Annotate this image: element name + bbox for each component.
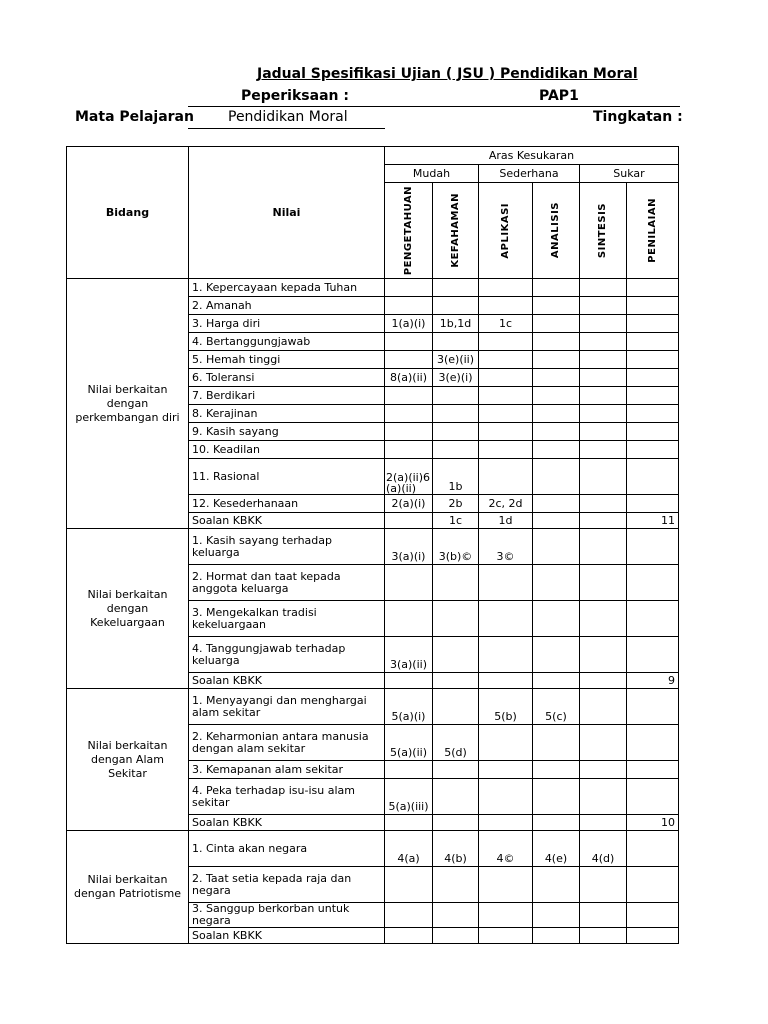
level-cell bbox=[580, 779, 627, 815]
level-cell bbox=[533, 369, 580, 387]
level-cell bbox=[479, 297, 533, 315]
nilai-cell: 3. Harga diri bbox=[189, 315, 385, 333]
table-row bbox=[67, 689, 679, 725]
nilai-cell: 5. Hemah tinggi bbox=[189, 351, 385, 369]
level-cell: 5(c) bbox=[533, 689, 580, 725]
kbkk-cell: 11 bbox=[627, 513, 679, 529]
level-cell: 4(a) bbox=[385, 831, 433, 867]
header-penilaian: PENILAIAN bbox=[646, 198, 658, 263]
level-cell bbox=[627, 423, 679, 441]
nilai-cell: 11. Rasional bbox=[189, 459, 385, 495]
header-rule-top bbox=[188, 106, 680, 107]
level-cell bbox=[385, 601, 433, 637]
kbkk-cell: 9 bbox=[627, 673, 679, 689]
level-cell: 5(b) bbox=[479, 689, 533, 725]
level-cell: 5(d) bbox=[433, 725, 479, 761]
level-cell bbox=[533, 441, 580, 459]
kbkk-cell bbox=[433, 928, 479, 944]
level-cell bbox=[533, 387, 580, 405]
level-cell bbox=[627, 441, 679, 459]
kbkk-cell bbox=[533, 815, 580, 831]
level-cell bbox=[385, 297, 433, 315]
level-cell bbox=[580, 903, 627, 928]
level-cell bbox=[627, 387, 679, 405]
level-cell bbox=[433, 903, 479, 928]
table-row bbox=[67, 529, 679, 565]
level-cell bbox=[433, 565, 479, 601]
level-cell bbox=[433, 423, 479, 441]
level-cell bbox=[479, 351, 533, 369]
kbkk-cell bbox=[385, 513, 433, 529]
mata-pelajaran-value: Pendidikan Moral bbox=[228, 109, 348, 125]
nilai-cell: 2. Hormat dan taat kepada anggota keluarga bbox=[189, 565, 385, 601]
level-cell bbox=[580, 565, 627, 601]
level-cell bbox=[580, 495, 627, 513]
level-cell bbox=[533, 529, 580, 565]
level-cell bbox=[479, 279, 533, 297]
mata-pelajaran-label: Mata Pelajaran bbox=[75, 109, 194, 125]
nilai-cell: 10. Keadilan bbox=[189, 441, 385, 459]
level-cell bbox=[580, 459, 627, 495]
level-cell bbox=[580, 297, 627, 315]
level-cell bbox=[433, 441, 479, 459]
header-level-cell bbox=[533, 183, 580, 279]
level-cell bbox=[580, 279, 627, 297]
level-cell bbox=[433, 279, 479, 297]
nilai-cell: 3. Mengekalkan tradisi kekeluargaan bbox=[189, 601, 385, 637]
nilai-cell: 1. Cinta akan negara bbox=[189, 831, 385, 867]
level-cell: 4© bbox=[479, 831, 533, 867]
level-cell bbox=[433, 689, 479, 725]
level-cell bbox=[433, 333, 479, 351]
level-cell bbox=[627, 601, 679, 637]
level-cell: 5(a)(iii) bbox=[385, 779, 433, 815]
header-aplikasi: APLIKASI bbox=[499, 202, 511, 259]
kbkk-cell bbox=[479, 673, 533, 689]
level-cell: 5(a)(ii) bbox=[385, 725, 433, 761]
level-cell bbox=[580, 441, 627, 459]
level-cell: 3© bbox=[479, 529, 533, 565]
nilai-cell: 1. Menyayangi dan menghargai alam sekitar bbox=[189, 689, 385, 725]
level-cell bbox=[533, 565, 580, 601]
level-cell bbox=[627, 529, 679, 565]
level-cell bbox=[580, 423, 627, 441]
level-cell: 1b bbox=[433, 459, 479, 495]
level-cell bbox=[433, 601, 479, 637]
level-cell bbox=[533, 761, 580, 779]
level-cell bbox=[627, 779, 679, 815]
level-cell bbox=[385, 761, 433, 779]
header-level-cell bbox=[433, 183, 479, 279]
level-cell bbox=[533, 495, 580, 513]
level-cell: 2b bbox=[433, 495, 479, 513]
nilai-cell: 2. Keharmonian antara manusia dengan alam sekitar bbox=[189, 725, 385, 761]
level-cell bbox=[433, 297, 479, 315]
level-cell: 1b,1d bbox=[433, 315, 479, 333]
level-cell: 4(e) bbox=[533, 831, 580, 867]
level-cell bbox=[627, 405, 679, 423]
header-kefahaman: KEFAHAMAN bbox=[449, 193, 461, 268]
nilai-cell: 9. Kasih sayang bbox=[189, 423, 385, 441]
kbkk-cell bbox=[580, 928, 627, 944]
level-cell: 3(e)(ii) bbox=[433, 351, 479, 369]
kbkk-cell bbox=[533, 673, 580, 689]
level-cell bbox=[627, 315, 679, 333]
header-bidang: Bidang bbox=[67, 147, 189, 279]
table-row bbox=[67, 831, 679, 867]
level-cell: 4(b) bbox=[433, 831, 479, 867]
kbkk-cell bbox=[385, 928, 433, 944]
header-aras: Aras Kesukaran bbox=[385, 147, 679, 165]
level-cell: 3(a)(ii) bbox=[385, 637, 433, 673]
level-cell bbox=[433, 867, 479, 903]
nilai-cell: 4. Tanggungjawab terhadap keluarga bbox=[189, 637, 385, 673]
paper-code: PAP1 bbox=[539, 88, 579, 104]
level-cell: 4(d) bbox=[580, 831, 627, 867]
level-cell bbox=[627, 637, 679, 673]
level-cell bbox=[627, 333, 679, 351]
level-cell bbox=[580, 637, 627, 673]
level-cell bbox=[385, 333, 433, 351]
bidang-cell: Nilai berkaitan dengan perkembangan diri bbox=[67, 279, 189, 529]
level-cell bbox=[433, 779, 479, 815]
level-cell bbox=[385, 441, 433, 459]
level-cell bbox=[479, 761, 533, 779]
header-mudah: Mudah bbox=[385, 165, 479, 183]
level-cell: 2c, 2d bbox=[479, 495, 533, 513]
level-cell bbox=[479, 725, 533, 761]
level-cell bbox=[627, 369, 679, 387]
level-cell bbox=[627, 903, 679, 928]
level-cell bbox=[479, 333, 533, 351]
level-cell bbox=[533, 351, 580, 369]
level-cell bbox=[479, 779, 533, 815]
level-cell bbox=[479, 387, 533, 405]
level-cell bbox=[580, 351, 627, 369]
peperiksaan-label: Peperiksaan : bbox=[241, 88, 349, 104]
kbkk-cell bbox=[385, 673, 433, 689]
level-cell bbox=[580, 867, 627, 903]
kbkk-cell: 10 bbox=[627, 815, 679, 831]
nilai-cell: 6. Toleransi bbox=[189, 369, 385, 387]
level-cell bbox=[580, 761, 627, 779]
jsu-table-body bbox=[67, 147, 679, 944]
bidang-cell: Nilai berkaitan dengan Kekeluargaan bbox=[67, 529, 189, 689]
level-cell bbox=[627, 867, 679, 903]
level-cell bbox=[627, 279, 679, 297]
level-cell bbox=[580, 333, 627, 351]
level-cell: 8(a)(ii) bbox=[385, 369, 433, 387]
level-cell: 1c bbox=[479, 315, 533, 333]
level-cell: 2(a)(ii)6(a)(ii) bbox=[385, 459, 433, 495]
level-cell bbox=[533, 423, 580, 441]
level-cell bbox=[533, 333, 580, 351]
level-cell bbox=[580, 725, 627, 761]
header-level-cell bbox=[627, 183, 679, 279]
nilai-cell: 2. Amanah bbox=[189, 297, 385, 315]
nilai-cell: 8. Kerajinan bbox=[189, 405, 385, 423]
header-level-cell bbox=[385, 183, 433, 279]
level-cell bbox=[533, 297, 580, 315]
level-cell bbox=[627, 761, 679, 779]
nilai-cell: 3. Kemapanan alam sekitar bbox=[189, 761, 385, 779]
nilai-cell: 4. Bertanggungjawab bbox=[189, 333, 385, 351]
level-cell bbox=[533, 315, 580, 333]
level-cell bbox=[627, 495, 679, 513]
level-cell bbox=[533, 903, 580, 928]
level-cell bbox=[533, 279, 580, 297]
level-cell bbox=[580, 529, 627, 565]
kbkk-cell: 1d bbox=[479, 513, 533, 529]
level-cell: 3(e)(i) bbox=[433, 369, 479, 387]
kbkk-cell bbox=[580, 815, 627, 831]
kbkk-cell bbox=[533, 928, 580, 944]
kbkk-cell bbox=[433, 673, 479, 689]
nilai-cell: 2. Taat setia kepada raja dan negara bbox=[189, 867, 385, 903]
level-cell bbox=[385, 867, 433, 903]
mata-underline bbox=[188, 128, 385, 129]
kbkk-label: Soalan KBKK bbox=[189, 815, 385, 831]
level-cell bbox=[385, 279, 433, 297]
nilai-cell: 3. Sanggup berkorban untuk negara bbox=[189, 903, 385, 928]
header-analisis: ANALISIS bbox=[550, 202, 561, 259]
level-cell bbox=[479, 441, 533, 459]
level-cell bbox=[580, 405, 627, 423]
header-pengetahuan: PENGETAHUAN bbox=[402, 185, 414, 276]
jsu-table bbox=[66, 146, 679, 944]
level-cell bbox=[627, 297, 679, 315]
nilai-cell: 1. Kasih sayang terhadap keluarga bbox=[189, 529, 385, 565]
level-cell bbox=[533, 867, 580, 903]
level-cell bbox=[533, 779, 580, 815]
level-cell bbox=[533, 459, 580, 495]
level-cell bbox=[433, 637, 479, 673]
kbkk-label: Soalan KBKK bbox=[189, 928, 385, 944]
kbkk-label: Soalan KBKK bbox=[189, 673, 385, 689]
kbkk-cell bbox=[627, 928, 679, 944]
level-cell bbox=[627, 689, 679, 725]
level-cell bbox=[627, 459, 679, 495]
level-cell: 2(a)(i) bbox=[385, 495, 433, 513]
level-cell bbox=[385, 405, 433, 423]
level-cell bbox=[627, 831, 679, 867]
nilai-cell: 4. Peka terhadap isu-isu alam sekitar bbox=[189, 779, 385, 815]
header-nilai: Nilai bbox=[189, 147, 385, 279]
level-cell bbox=[479, 459, 533, 495]
level-cell bbox=[479, 601, 533, 637]
nilai-cell: 12. Kesederhanaan bbox=[189, 495, 385, 513]
kbkk-label: Soalan KBKK bbox=[189, 513, 385, 529]
header-sederhana: Sederhana bbox=[479, 165, 580, 183]
level-cell bbox=[533, 725, 580, 761]
level-cell bbox=[479, 903, 533, 928]
kbkk-cell bbox=[479, 928, 533, 944]
header-sukar: Sukar bbox=[580, 165, 679, 183]
header-level-cell bbox=[479, 183, 533, 279]
kbkk-cell bbox=[580, 513, 627, 529]
level-cell: 1(a)(i) bbox=[385, 315, 433, 333]
kbkk-cell bbox=[533, 513, 580, 529]
kbkk-cell bbox=[580, 673, 627, 689]
kbkk-cell bbox=[479, 815, 533, 831]
header-sintesis: SINTESIS bbox=[597, 202, 608, 259]
level-cell bbox=[385, 565, 433, 601]
level-cell bbox=[580, 601, 627, 637]
level-cell: 5(a)(i) bbox=[385, 689, 433, 725]
level-cell bbox=[533, 405, 580, 423]
level-cell bbox=[433, 761, 479, 779]
level-cell bbox=[580, 387, 627, 405]
level-cell bbox=[533, 637, 580, 673]
level-cell: 3(a)(i) bbox=[385, 529, 433, 565]
level-cell bbox=[385, 387, 433, 405]
level-cell bbox=[479, 637, 533, 673]
kbkk-cell: 1c bbox=[433, 513, 479, 529]
nilai-cell: 1. Kepercayaan kepada Tuhan bbox=[189, 279, 385, 297]
level-cell bbox=[479, 369, 533, 387]
level-cell bbox=[580, 689, 627, 725]
level-cell bbox=[627, 565, 679, 601]
level-cell bbox=[385, 903, 433, 928]
level-cell: 3(b)© bbox=[433, 529, 479, 565]
nilai-cell: 7. Berdikari bbox=[189, 387, 385, 405]
level-cell bbox=[385, 423, 433, 441]
level-cell bbox=[533, 601, 580, 637]
level-cell bbox=[385, 351, 433, 369]
tingkatan-label: Tingkatan : bbox=[593, 109, 683, 125]
kbkk-cell bbox=[385, 815, 433, 831]
level-cell bbox=[433, 387, 479, 405]
level-cell bbox=[627, 725, 679, 761]
level-cell bbox=[580, 315, 627, 333]
level-cell bbox=[433, 405, 479, 423]
bidang-cell: Nilai berkaitan dengan Patriotisme bbox=[67, 831, 189, 944]
kbkk-cell bbox=[433, 815, 479, 831]
level-cell bbox=[479, 867, 533, 903]
table-row bbox=[67, 279, 679, 297]
level-cell bbox=[627, 351, 679, 369]
level-cell bbox=[580, 369, 627, 387]
header-level-cell bbox=[580, 183, 627, 279]
document-title: Jadual Spesifikasi Ujian ( JSU ) Pendidikan Moral bbox=[257, 66, 638, 82]
level-cell bbox=[479, 565, 533, 601]
level-cell bbox=[479, 423, 533, 441]
level-cell bbox=[479, 405, 533, 423]
bidang-cell: Nilai berkaitan dengan Alam Sekitar bbox=[67, 689, 189, 831]
